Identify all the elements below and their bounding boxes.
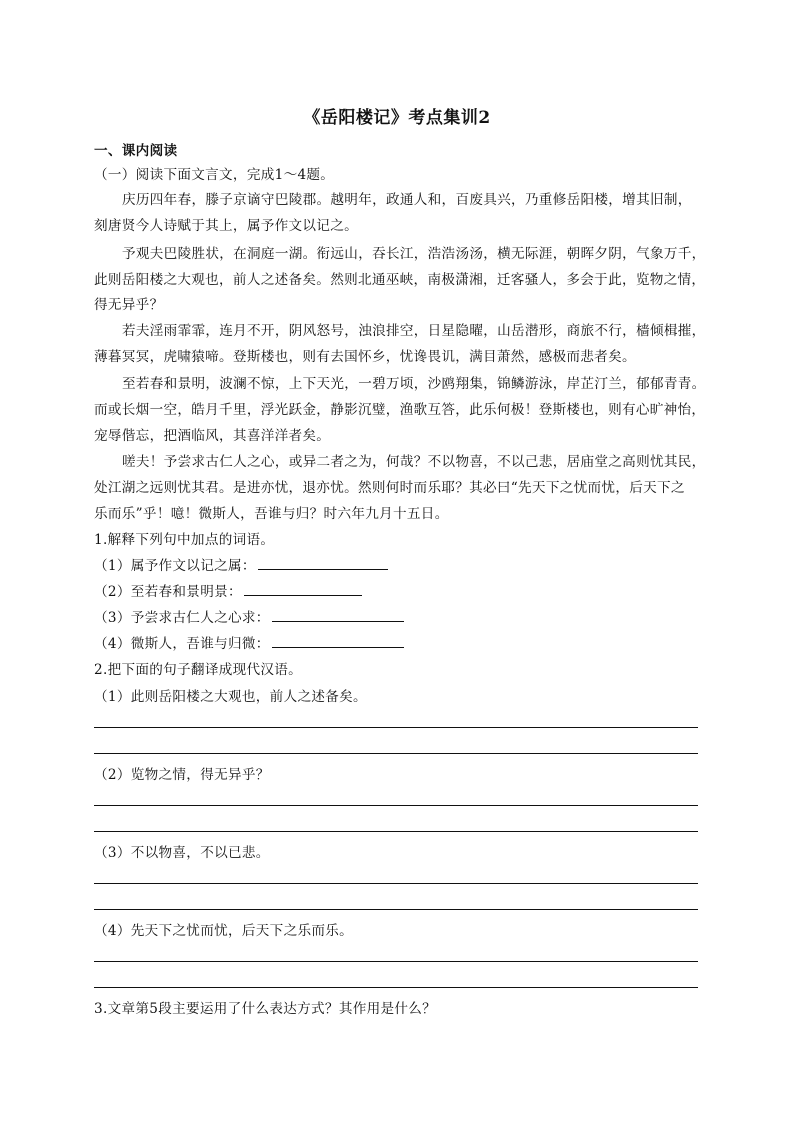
- question-2-item: （2）览物之情，得无异乎？: [94, 767, 270, 783]
- passage-line: 而或长烟一空，皓月千里，浮光跃金，静影沉璧，渔歌互答，此乐何极！登斯楼也，则有心旷神怡，: [94, 402, 706, 418]
- question-1-item-label: （3）予尝求古仁人之心求：: [94, 610, 270, 626]
- answer-blank[interactable]: [272, 607, 404, 622]
- answer-line[interactable]: [94, 753, 698, 754]
- passage-line: 至若春和景明，波澜不惊，上下天光，一碧万顷，沙鸥翔集，锦鳞游泳，岸芷汀兰，郁郁青青。: [122, 376, 706, 392]
- question-2-item: （1）此则岳阳楼之大观也，前人之述备矣。: [94, 689, 367, 705]
- passage-line: 若夫淫雨霏霏，连月不开，阴风怒号，浊浪排空，日星隐曜，山岳潜形，商旅不行，樯倾楫摧，: [122, 323, 706, 339]
- answer-blank[interactable]: [244, 581, 362, 596]
- question-1-item-label: （2）至若春和景明景：: [94, 584, 242, 600]
- question-1-item: [94, 605, 714, 631]
- question-2-item: （3）不以物喜，不以已悲。: [94, 845, 270, 861]
- answer-line[interactable]: [94, 831, 698, 832]
- answer-line[interactable]: [94, 987, 698, 988]
- answer-blank[interactable]: [258, 555, 388, 570]
- answer-line[interactable]: [94, 961, 698, 962]
- question-1-item: [94, 579, 714, 605]
- question-1-stem: 1.解释下列句中加点的词语。: [94, 532, 275, 548]
- question-1-item-label: （1）属予作文以记之属：: [94, 558, 256, 574]
- question-1-item-label: （4）微斯人，吾谁与归微：: [94, 636, 270, 652]
- answer-blank[interactable]: [272, 633, 404, 648]
- answer-line[interactable]: [94, 805, 698, 806]
- passage-line: 刻唐贤今人诗赋于其上，属予作文以记之。: [94, 218, 358, 234]
- passage-line: 庆历四年春，滕子京谪守巴陵郡。越明年，政通人和，百废具兴，乃重修岳阳楼，增其旧制，: [122, 192, 692, 208]
- question-2-stem: 2.把下面的句子翻译成现代汉语。: [94, 662, 303, 678]
- answer-line[interactable]: [94, 883, 698, 884]
- passage-line: 得无异乎？: [94, 297, 164, 313]
- question-1-item: [94, 553, 714, 579]
- answer-line[interactable]: [94, 909, 698, 910]
- page-title: 《岳阳楼记》考点集训2: [303, 108, 491, 128]
- question-3-stem: 3.文章第5段主要运用了什么表达方式？其作用是什么？: [94, 1001, 437, 1017]
- section-heading: 一、课内阅读: [94, 143, 178, 159]
- passage-line: 薄暮冥冥，虎啸猿啼。登斯楼也，则有去国怀乡，忧谗畏讥，满目萧然，感极而悲者矣。: [94, 349, 636, 365]
- reading-instruction: （一）阅读下面文言文，完成1～4题。: [94, 167, 335, 183]
- passage-line: 处江湖之远则忧其君。是进亦忧，退亦忧。然则何时而乐耶？其必曰“先天下之忧而忧，后天下之: [94, 480, 685, 496]
- passage-line: 宠辱偕忘，把酒临风，其喜洋洋者矣。: [94, 428, 331, 444]
- answer-line[interactable]: [94, 727, 698, 728]
- passage-line: 乐而乐”乎！噫！微斯人，吾谁与归？时六年九月十五日。: [94, 506, 449, 522]
- question-1-item: [94, 631, 714, 657]
- passage-line: 予观夫巴陵胜状，在洞庭一湖。衔远山，吞长江，浩浩汤汤，横无际涯，朝晖夕阴，气象万千，: [122, 246, 706, 262]
- passage-line: 此则岳阳楼之大观也，前人之述备矣。然则北通巫峡，南极潇湘，迁客骚人，多会于此，览物之情，: [94, 272, 706, 288]
- passage-line: 嗟夫！予尝求古仁人之心，或异二者之为，何哉？不以物喜，不以己悲，居庙堂之高则忧其民，: [122, 454, 706, 470]
- question-2-item: （4）先天下之忧而忧，后天下之乐而乐。: [94, 923, 354, 939]
